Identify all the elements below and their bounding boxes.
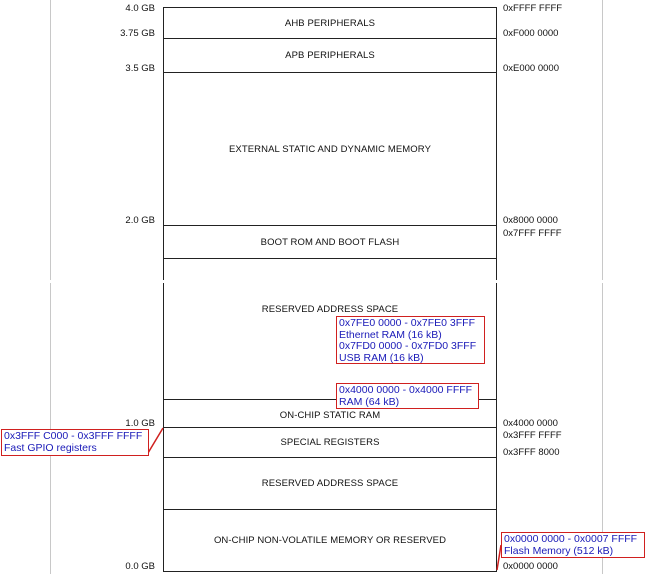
gb-label-2-0: 2.0 GB — [125, 215, 155, 226]
region-label: RESERVED ADDRESS SPACE — [261, 478, 399, 489]
callout-line: Fast GPIO registers — [4, 441, 97, 454]
callout-line: 0x7FE0 0000 - 0x7FE0 3FFF — [339, 317, 475, 329]
address-f000-0000: 0xF000 0000 — [503, 28, 559, 39]
callout-line: 0x0000 0000 - 0x0007 FFFF — [504, 533, 638, 545]
gb-label-4-0: 4.0 GB — [125, 3, 155, 14]
callout-line: USB RAM (16 kB) — [339, 351, 424, 364]
address-3fff-8000: 0x3FFF 8000 — [503, 447, 560, 458]
region-label: EXTERNAL STATIC AND DYNAMIC MEMORY — [228, 144, 432, 155]
address-0000-0000: 0x0000 0000 — [503, 561, 558, 572]
callout-line: 0x3FFF C000 - 0x3FFF FFFF — [4, 430, 143, 442]
address-3fff-ffff: 0x3FFF FFFF — [503, 430, 562, 441]
address-8000-0000: 0x8000 0000 — [503, 215, 558, 226]
address-e000-0000: 0xE000 0000 — [503, 63, 559, 74]
region-label: SPECIAL REGISTERS — [280, 437, 380, 448]
callout-fast-gpio — [1, 429, 149, 456]
gb-label-1-0: 1.0 GB — [125, 418, 155, 429]
address-4000-0000: 0x4000 0000 — [503, 418, 558, 429]
callout-ethernet-usb-ram — [336, 316, 485, 364]
gb-label-0-0: 0.0 GB — [125, 561, 155, 572]
callout-line: Flash Memory (512 kB) — [504, 544, 614, 557]
callout-line: Ethernet RAM (16 kB) — [339, 328, 442, 341]
gb-label-3-5: 3.5 GB — [125, 63, 155, 74]
gb-label-3-75: 3.75 GB — [120, 28, 155, 39]
region-label: ON-CHIP STATIC RAM — [279, 410, 381, 421]
callout-line: 0x7FD0 0000 - 0x7FD0 3FFF — [339, 340, 477, 352]
callout-line: 0x4000 0000 - 0x4000 FFFF — [339, 384, 473, 396]
region-label: RESERVED ADDRESS SPACE — [261, 304, 399, 315]
callout-ram-64kb — [336, 383, 479, 409]
region-label: ON-CHIP NON-VOLATILE MEMORY OR RESERVED — [213, 535, 447, 546]
callout-line: RAM (64 kB) — [339, 395, 400, 408]
address-ffff-ffff: 0xFFFF FFFF — [503, 3, 563, 14]
gpio-leader-line — [148, 428, 163, 453]
region-label: AHB PERIPHERALS — [284, 17, 376, 29]
address-7fff-ffff: 0x7FFF FFFF — [503, 228, 562, 239]
region-label: APB PERIPHERALS — [285, 50, 375, 61]
callout-flash-memory — [501, 532, 645, 558]
region-label: BOOT ROM AND BOOT FLASH — [260, 236, 400, 248]
